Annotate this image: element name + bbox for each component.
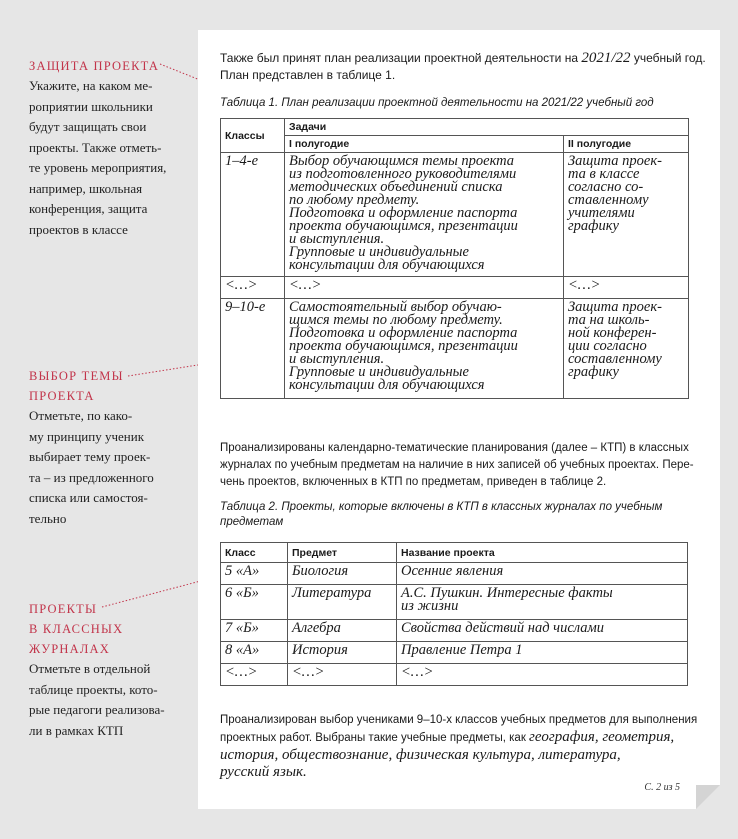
table-row [221, 277, 689, 299]
table-row: 6 «Б» Литература А.С. Пушкин. Интересные факты из жизни [221, 585, 688, 620]
cell-half2: Защита проек- та на школь- ной конферен- ции согласно составленному графику [564, 299, 689, 399]
header-classes: Классы [221, 119, 285, 153]
table-row: <…> <…> <…> [221, 664, 688, 686]
table-row: 8 «А» История Правление Петра 1 [221, 642, 688, 664]
ktp-paragraph: Проанализированы календарно-тематические планирования (далее – КТП) в классных журналах по учебным предметам на наличие в них записей об учебных проектах. Пере- чень проектов, включенных в КТП по предметам, приведен в таблице 2. [220, 442, 694, 488]
intro-paragraph: Также был принят план реализации проектной деятельности на 2021/22 учебный год. План представлен в таблице 1. [220, 50, 706, 82]
cell-half2: <…> [564, 277, 689, 299]
cell-class: <…> [221, 277, 285, 299]
cell-half1: Самостоятельный выбор обучаю- щимся темы по любому предмету. Подготовка и оформление паспорта проекта обучающимся, презентации и выступления. Групповые и индивидуальные консультации для обучающихся [285, 299, 564, 399]
page-corner-fold [696, 785, 720, 809]
table-row [221, 153, 689, 277]
header-tasks: Задачи [285, 119, 689, 136]
header-project-name: Название проекта [397, 543, 688, 563]
header-half1: I полугодие [285, 136, 564, 153]
header-half2: II полугодие [564, 136, 689, 153]
cell-class: 1–4-е [221, 153, 285, 277]
header-class: Класс [221, 543, 288, 563]
subjects-paragraph: Проанализирован выбор учениками 9–10-х классов учебных предметов для выполнения проектных работ. Выбраны такие учебные предметы, как география, геометрия, история, обществознание, физическая культура, литература, русский язык. [220, 714, 698, 780]
annotation-heading: ВЫБОР ТЕМЫ ПРОЕКТА [29, 369, 124, 403]
annotation-heading: ПРОЕКТЫ В КЛАССНЫХ ЖУРНАЛАХ [29, 602, 124, 656]
annotation-body: Укажите, на каком ме- роприятии школьники будут защищать свои проекты. Также отметь- те уровень мероприятия, например, школьная конференция, защита проектов в классе [29, 78, 167, 237]
page-number: С. 2 из 5 [644, 782, 680, 793]
annotation-body: Отметьте в отдельной таблице проекты, кото- рые педагоги реализова- ли в рамках КТП [29, 661, 165, 738]
table-row: 7 «Б» Алгебра Свойства действий над числами [221, 620, 688, 642]
annotation-journal-projects [29, 599, 179, 741]
table-row [221, 299, 689, 399]
annotation-heading: ЗАЩИТА ПРОЕКТА [29, 59, 160, 73]
annotation-topic-choice [29, 366, 179, 529]
cell-half1: Выбор обучающимся темы проекта из подготовленного руководителями методических объединений списка по любому предмету. Подготовка и оформление паспорта проекта обучающимся, презентации и выступления. Групповые и индивидуальные консультации для обучающихся [285, 153, 564, 277]
cell-half2: Защита проек- та в классе согласно со- ставленному учителями графику [564, 153, 689, 277]
table2-caption: Таблица 2. Проекты, которые включены в КТП в классных журналах по учебным предметам [220, 501, 663, 528]
table-row: 5 «А» Биология Осенние явления [221, 563, 688, 585]
table1-caption: Таблица 1. План реализации проектной деятельности на 2021/22 учебный год [220, 97, 654, 109]
projects-table [220, 542, 688, 686]
document-page [198, 30, 720, 809]
cell-half1: <…> [285, 277, 564, 299]
header-subject: Предмет [288, 543, 397, 563]
plan-table [220, 118, 689, 399]
annotation-project-defense [29, 56, 179, 240]
annotation-body: Отметьте, по како- му принципу ученик выбирает тему проек- та – из предложенного списка или самостоя- тельно [29, 408, 154, 526]
school-year: 2021/22 [581, 50, 631, 66]
cell-class: 9–10-е [221, 299, 285, 399]
